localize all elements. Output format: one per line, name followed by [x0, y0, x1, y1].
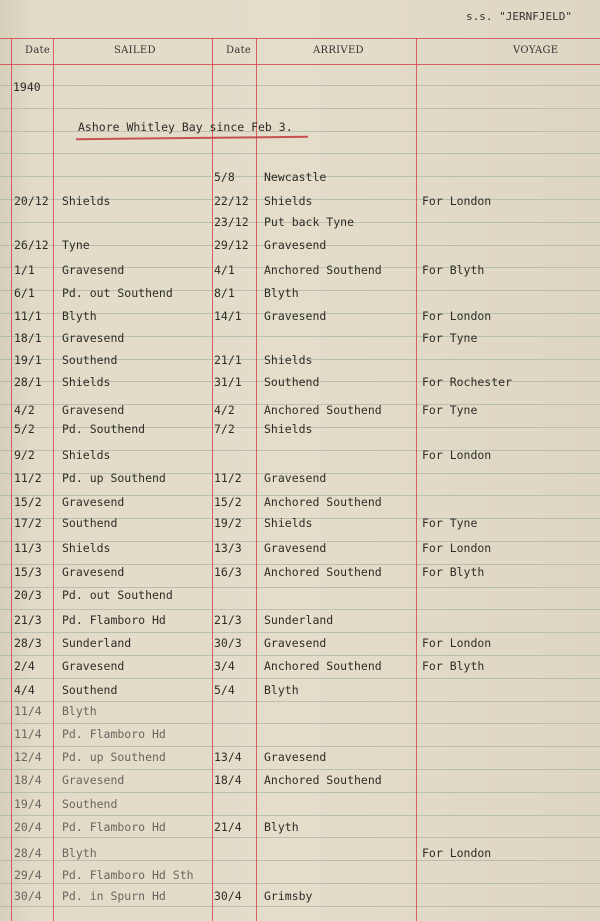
entry-voyage: For London — [422, 309, 492, 323]
entry-sailed-place: Shields — [62, 375, 111, 389]
header-date-sailed: Date — [25, 45, 51, 56]
entry-sailed-place: Southend — [62, 516, 118, 530]
entry-sailed-date: 6/1 — [14, 286, 35, 300]
entry-arrived-place: Newcastle — [264, 170, 327, 184]
entry-sailed-date: 9/2 — [14, 448, 35, 462]
entry-sailed-place: Pd. Southend — [62, 422, 146, 436]
entry-arrived-date: 16/3 — [214, 565, 242, 579]
entry-sailed-date: 4/2 — [14, 403, 35, 417]
entry-sailed-place: Sunderland — [62, 636, 132, 650]
entry-sailed-place: Gravesend — [62, 773, 125, 787]
entry-sailed-place: Blyth — [62, 704, 97, 718]
entry-sailed-date: 30/4 — [14, 889, 42, 903]
entry-arrived-date: 5/8 — [214, 170, 235, 184]
entry-arrived-place: Shields — [264, 516, 313, 530]
entry-sailed-date: 28/1 — [14, 375, 42, 389]
entry-arrived-place: Gravesend — [264, 238, 327, 252]
entry-sailed-date: 2/4 — [14, 659, 35, 673]
entry-sailed-date: 20/4 — [14, 820, 42, 834]
entry-arrived-place: Anchored Southend — [264, 263, 382, 277]
entry-sailed-place: Pd. Flamboro Hd Sth — [62, 868, 194, 882]
entry-arrived-place: Put back Tyne — [264, 215, 355, 229]
entry-arrived-date: 7/2 — [214, 422, 235, 436]
entry-arrived-place: Anchored Southend — [264, 403, 382, 417]
entry-sailed-place: Pd. out Southend — [62, 588, 173, 602]
entry-sailed-date: 15/2 — [14, 495, 42, 509]
entry-arrived-place: Gravesend — [264, 750, 327, 764]
entry-arrived-date: 11/2 — [214, 471, 242, 485]
column-line-arrived — [416, 38, 417, 921]
entry-arrived-place: Gravesend — [264, 471, 327, 485]
entry-sailed-date: 11/4 — [14, 704, 42, 718]
entry-arrived-place: Gravesend — [264, 309, 327, 323]
ashore-note: Ashore Whitley Bay since Feb 3. — [78, 120, 293, 134]
entry-arrived-date: 21/1 — [214, 353, 242, 367]
entry-arrived-place: Blyth — [264, 286, 299, 300]
entry-arrived-place: Gravesend — [264, 541, 327, 555]
entry-arrived-date: 31/1 — [214, 375, 242, 389]
entry-arrived-date: 3/4 — [214, 659, 235, 673]
entry-sailed-date: 19/4 — [14, 797, 42, 811]
entry-arrived-date: 15/2 — [214, 495, 242, 509]
note-underline — [76, 136, 308, 140]
entry-sailed-place: Gravesend — [62, 403, 125, 417]
entry-arrived-date: 4/2 — [214, 403, 235, 417]
entry-arrived-place: Anchored Southend — [264, 773, 382, 787]
entry-voyage: For Tyne — [422, 331, 478, 345]
entry-voyage: For Rochester — [422, 375, 513, 389]
entry-arrived-place: Blyth — [264, 820, 299, 834]
entry-sailed-place: Southend — [62, 353, 118, 367]
entry-arrived-place: Blyth — [264, 683, 299, 697]
entry-voyage: For London — [422, 541, 492, 555]
entry-sailed-date: 21/3 — [14, 613, 42, 627]
entry-voyage: For London — [422, 636, 492, 650]
ship-title: s.s. "JERNFJELD" — [466, 10, 572, 23]
entry-sailed-date: 11/1 — [14, 309, 42, 323]
header-bottom-line — [0, 64, 600, 65]
entry-sailed-place: Gravesend — [62, 263, 125, 277]
entry-voyage: For Blyth — [422, 565, 485, 579]
column-line-margin — [11, 38, 12, 921]
entry-voyage: For Tyne — [422, 516, 478, 530]
entry-voyage: For London — [422, 846, 492, 860]
entry-sailed-place: Pd. up Southend — [62, 750, 166, 764]
entry-arrived-date: 22/12 — [214, 194, 249, 208]
entry-sailed-place: Gravesend — [62, 331, 125, 345]
entry-sailed-place: Southend — [62, 797, 118, 811]
entry-sailed-place: Tyne — [62, 238, 90, 252]
entry-arrived-date: 29/12 — [214, 238, 249, 252]
entry-sailed-place: Blyth — [62, 846, 97, 860]
entry-sailed-date: 20/12 — [14, 194, 49, 208]
entry-sailed-date: 4/4 — [14, 683, 35, 697]
entry-sailed-date: 11/4 — [14, 727, 42, 741]
entry-arrived-place: Sunderland — [264, 613, 334, 627]
entry-sailed-date: 28/3 — [14, 636, 42, 650]
entry-sailed-place: Blyth — [62, 309, 97, 323]
entry-sailed-place: Pd. Flamboro Hd — [62, 613, 166, 627]
entry-sailed-place: Pd. Flamboro Hd — [62, 820, 166, 834]
entry-sailed-date: 15/3 — [14, 565, 42, 579]
entry-sailed-date: 19/1 — [14, 353, 42, 367]
entry-sailed-place: Shields — [62, 448, 111, 462]
column-line-sailed — [212, 38, 213, 921]
column-line-arrived-date — [256, 38, 257, 921]
entry-sailed-place: Pd. Flamboro Hd — [62, 727, 166, 741]
entry-sailed-date: 1/1 — [14, 263, 35, 277]
entry-arrived-date: 19/2 — [214, 516, 242, 530]
entry-sailed-date: 12/4 — [14, 750, 42, 764]
entry-arrived-place: Gravesend — [264, 636, 327, 650]
entry-arrived-date: 8/1 — [214, 286, 235, 300]
entry-arrived-date: 18/4 — [214, 773, 242, 787]
entry-voyage: For London — [422, 194, 492, 208]
entry-sailed-date: 11/2 — [14, 471, 42, 485]
entry-sailed-place: Pd. up Southend — [62, 471, 166, 485]
entry-sailed-place: Southend — [62, 683, 118, 697]
entry-arrived-date: 5/4 — [214, 683, 235, 697]
entry-arrived-place: Anchored Southend — [264, 495, 382, 509]
entry-arrived-place: Southend — [264, 375, 320, 389]
entry-arrived-date: 30/4 — [214, 889, 242, 903]
entry-sailed-date: 20/3 — [14, 588, 42, 602]
year-heading: 1940 — [13, 80, 41, 94]
entry-arrived-date: 14/1 — [214, 309, 242, 323]
entry-sailed-place: Gravesend — [62, 659, 125, 673]
entry-sailed-date: 18/1 — [14, 331, 42, 345]
header-top-line — [0, 38, 600, 39]
entry-sailed-date: 18/4 — [14, 773, 42, 787]
entry-voyage: For Tyne — [422, 403, 478, 417]
entry-sailed-date: 5/2 — [14, 422, 35, 436]
entry-arrived-place: Anchored Southend — [264, 565, 382, 579]
entry-arrived-date: 4/1 — [214, 263, 235, 277]
entry-arrived-date: 13/4 — [214, 750, 242, 764]
entry-sailed-place: Shields — [62, 541, 111, 555]
header-sailed: SAILED — [114, 45, 156, 56]
entry-arrived-place: Shields — [264, 353, 313, 367]
entry-arrived-date: 30/3 — [214, 636, 242, 650]
entry-voyage: For London — [422, 448, 492, 462]
header-arrived: ARRIVED — [313, 45, 364, 56]
entry-arrived-place: Shields — [264, 422, 313, 436]
entry-arrived-date: 13/3 — [214, 541, 242, 555]
entry-sailed-place: Pd. out Southend — [62, 286, 173, 300]
entry-sailed-date: 11/3 — [14, 541, 42, 555]
entry-arrived-date: 21/3 — [214, 613, 242, 627]
entry-voyage: For Blyth — [422, 263, 485, 277]
entry-arrived-place: Grimsby — [264, 889, 313, 903]
entry-sailed-date: 26/12 — [14, 238, 49, 252]
entry-sailed-place: Gravesend — [62, 565, 125, 579]
entry-arrived-date: 21/4 — [214, 820, 242, 834]
entry-sailed-place: Pd. in Spurn Hd — [62, 889, 166, 903]
entry-sailed-place: Shields — [62, 194, 111, 208]
entry-arrived-date: 23/12 — [214, 215, 249, 229]
entry-voyage: For Blyth — [422, 659, 485, 673]
header-date-arrived: Date — [226, 45, 252, 56]
column-line-sailed-date — [53, 38, 54, 921]
entry-sailed-place: Gravesend — [62, 495, 125, 509]
header-voyage: VOYAGE — [513, 45, 559, 56]
entry-sailed-date: 28/4 — [14, 846, 42, 860]
entry-sailed-date: 17/2 — [14, 516, 42, 530]
entry-arrived-place: Shields — [264, 194, 313, 208]
entry-arrived-place: Anchored Southend — [264, 659, 382, 673]
entry-sailed-date: 29/4 — [14, 868, 42, 882]
